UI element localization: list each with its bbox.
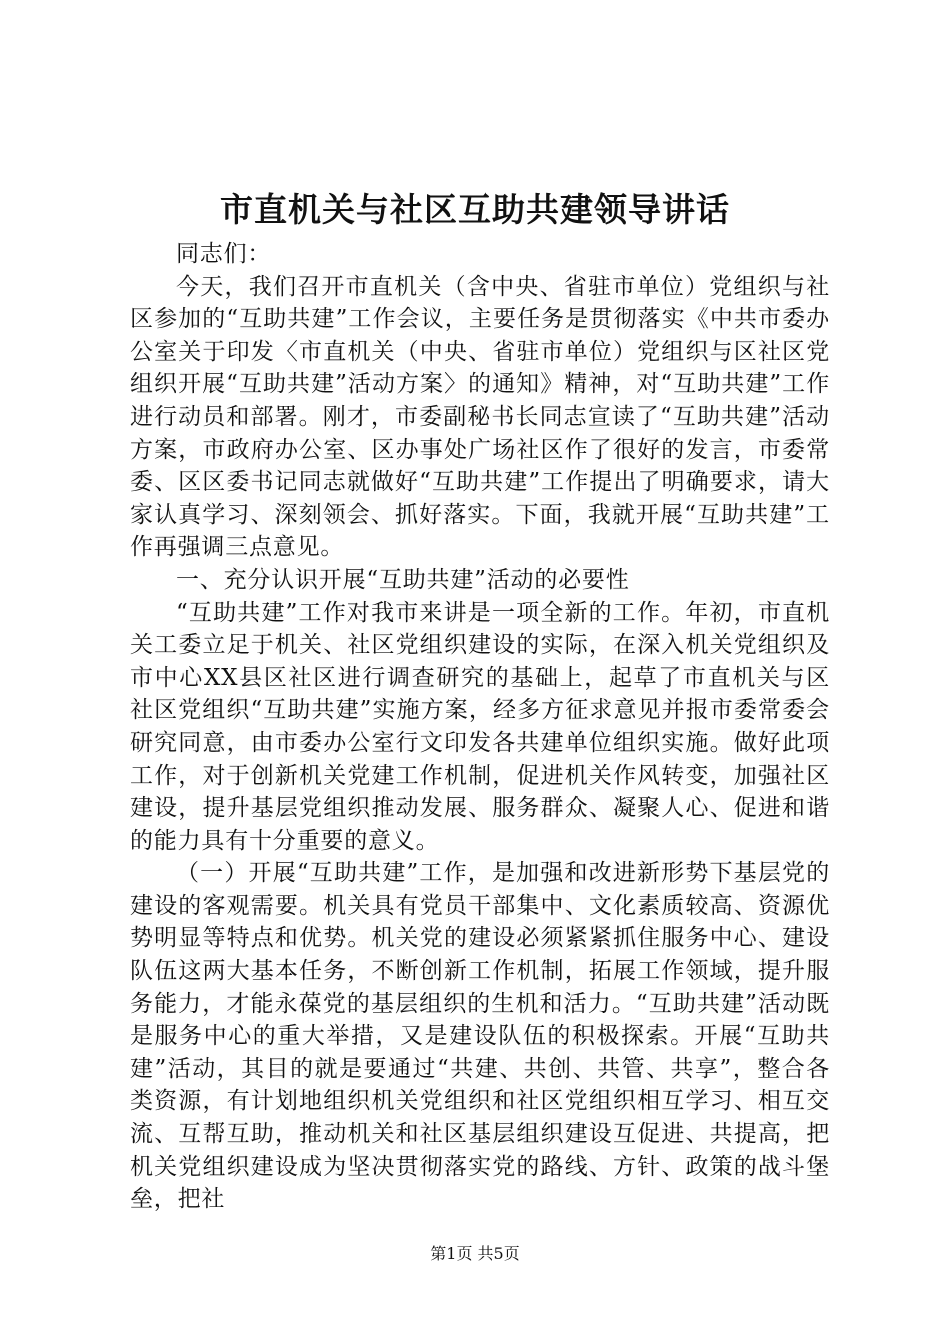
page-footer: 第1页 共5页 — [430, 1244, 520, 1263]
paragraph-section-1: “互助共建”工作对我市来讲是一项全新的工作。年初，市直机关工委立足于机关、社区党组织建设的实际，在深入机关党组织及市中心XX县区社区进行调查研究的基础上，起草了市直机关与区社区党组织“互助共建”实施方案，经多方征求意见并报市委常委会研究同意，由市委办公室行文印发各共建单位组织实施。做好此项工作，对于创新机关党建工作机制，促进机关作风转变，加强社区建设，提升基层党组织推动发展、服务群众、凝聚人心、促进和谐的能力具有十分重要的意义。 — [130, 599, 830, 854]
document-title: 市直机关与社区互助共建领导讲话 — [220, 190, 730, 229]
salutation: 同志们： — [176, 241, 272, 267]
paragraph-subsection-1: （一）开展“互助共建”工作，是加强和改进新形势下基层党的建设的客观需要。机关具有党员干部集中、文化素质较高、资源优势明显等特点和优势。机关党的建设必须紧紧抓住服务中心、建设队伍这两大基本任务，不断创新工作机制，拓展工作领域，提升服务能力，才能永葆党的基层组织的生机和活力。“互助共建”活动既是服务中心的重大举措，又是建设队伍的积极探索。开展“互助共建”活动，其目的就是要通过“共建、共创、共管、共享”，整合各类资源，有计划地组织机关党组织和社区党组织相互学习、相互交流、互帮互助，推动机关和社区基层组织建设互促进、共提高，把机关党组织建设成为坚决贯彻落实党的路线、方针、政策的战斗堡垒，把社 — [130, 860, 830, 1213]
document-body — [130, 238, 830, 1216]
section-heading-1: 一、充分认识开展“互助共建”活动的必要性 — [176, 566, 630, 593]
paragraph-intro: 今天，我们召开市直机关（含中央、省驻市单位）党组织与社区参加的“互助共建”工作会议，主要任务是贯彻落实《中共市委办公室关于印发〈市直机关（中央、省驻市单位）党组织与区社区党组织开展“互助共建”活动方案〉的通知》精神，对“互助共建”工作进行动员和部署。刚才，市委副秘书长同志宣读了“互助共建”活动方案，市政府办公室、区办事处广场社区作了很好的发言，市委常委、区区委书记同志就做好“互助共建”工作提出了明确要求，请大家认真学习、深刻领会、抓好落实。下面，我就开展“互助共建”工作再强调三点意见。 — [130, 273, 830, 561]
